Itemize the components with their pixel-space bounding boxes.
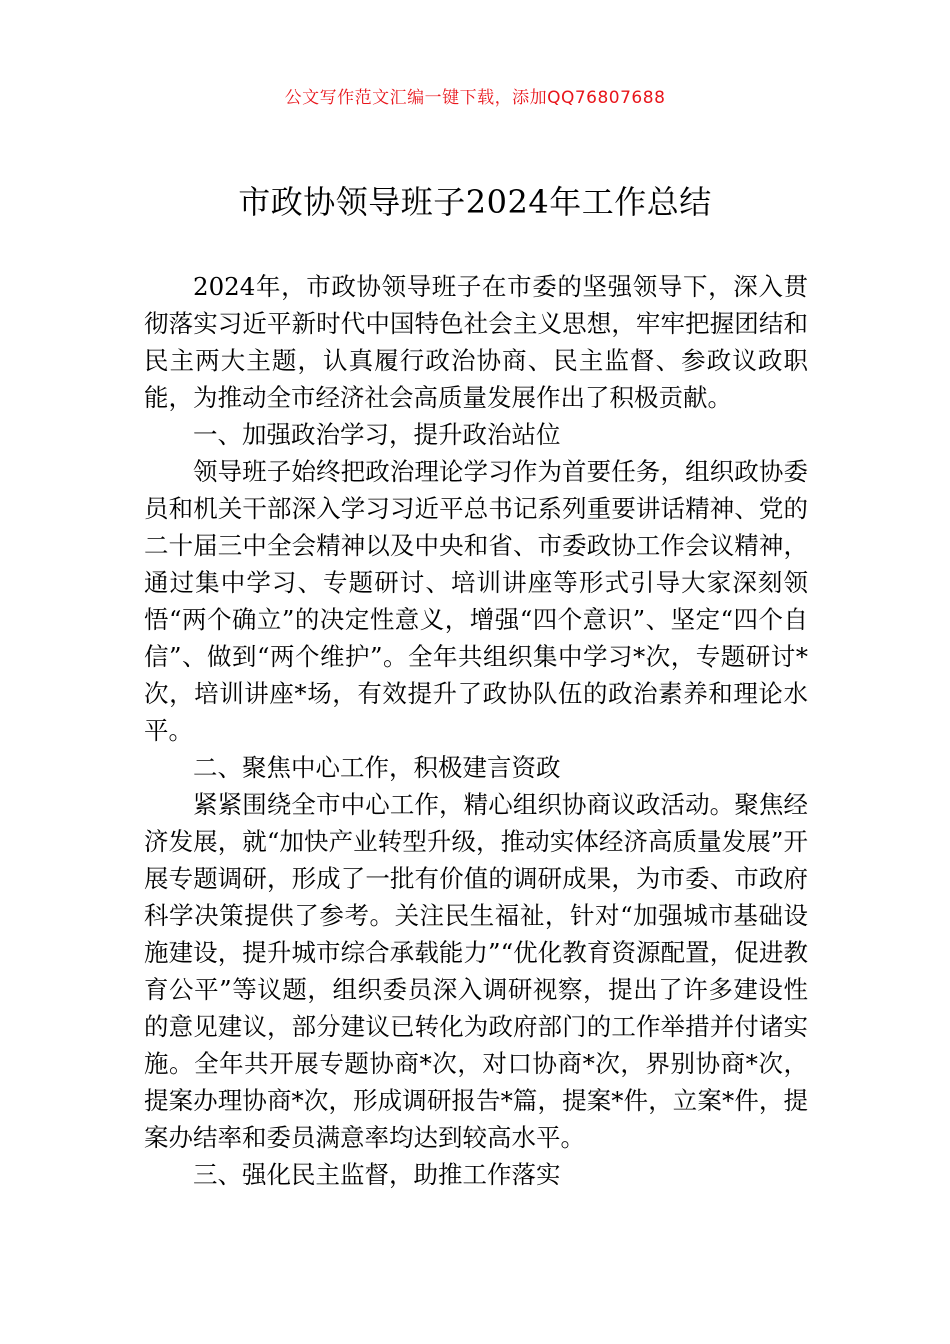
section-heading-2: 二、聚焦中心工作，积极建言资政 <box>193 753 561 782</box>
download-notice: 公文写作范文汇编一键下载，添加QQ76807688 <box>284 88 666 108</box>
section-1-paragraph: 领导班子始终把政治理论学习作为首要任务，组织政协委员和机关干部深入学习习近平总书记系列重要讲话精神、党的二十届三中全会精神以及中央和省、市委政协工作会议精神，通过集中学习、专题研讨、培训讲座等形式引导大家深刻领悟“两个确立”的决定性意义，增强“四个意识”、坚定“四个自信”、做到“两个维护”。全年共组织集中学习*次，专题研讨*次，培训讲座*场，有效提升了政协队伍的政治素养和理论水平。 <box>144 457 808 745</box>
intro-paragraph: 2024年，市政协领导班子在市委的坚强领导下，深入贯彻落实习近平新时代中国特色社会主义思想，牢牢把握团结和民主两大主题，认真履行政治协商、民主监督、参政议政职能，为推动全市经济社会高质量发展作出了积极贡献。 <box>144 272 808 412</box>
page-title: 市政协领导班子2024年工作总结 <box>238 183 712 221</box>
section-heading-3: 三、强化民主监督，助推工作落实 <box>193 1160 561 1189</box>
section-heading-1: 一、加强政治学习，提升政治站位 <box>193 420 561 449</box>
section-2-paragraph: 紧紧围绕全市中心工作，精心组织协商议政活动。聚焦经济发展，就“加快产业转型升级，推动实体经济高质量发展”开展专题调研，形成了一批有价值的调研成果，为市委、市政府科学决策提供了参考。关注民生福祉，针对“加强城市基础设施建设，提升城市综合承载能力”“优化教育资源配置，促进教育公平”等议题，组织委员深入调研视察，提出了许多建设性的意见建议，部分建议已转化为政府部门的工作举措并付诸实施。全年共开展专题协商*次，对口协商*次，界别协商*次，提案办理协商*次，形成调研报告*篇，提案*件，立案*件，提案办结率和委员满意率均达到较高水平。 <box>144 790 808 1152</box>
document-body <box>144 268 808 1193</box>
